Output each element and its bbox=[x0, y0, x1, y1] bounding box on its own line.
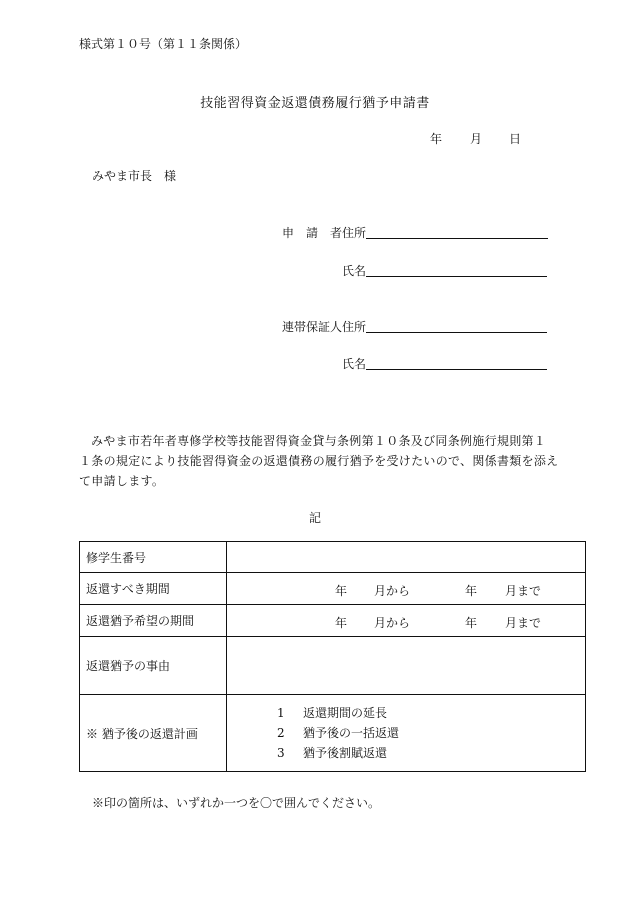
applicant-address-label: 申 請 者住所 bbox=[281, 226, 366, 240]
plan-option-3[interactable]: 3 猶予後割賦返還 bbox=[277, 746, 388, 760]
deferral-from-year: 年 bbox=[335, 615, 348, 630]
repayment-to-month: 月まで bbox=[505, 583, 542, 598]
repayment-from-month: 月から bbox=[374, 583, 411, 598]
table-row bbox=[80, 637, 586, 695]
date-month-label: 月 bbox=[470, 132, 483, 146]
guarantor-name-field[interactable] bbox=[366, 355, 547, 370]
body-line-3: て申請します。 bbox=[79, 474, 165, 488]
body-line-2: １条の規定により技能習得資金の返還債務の履行猶予を受けたいので、関係書類を添え bbox=[79, 454, 559, 468]
deferral-period-field[interactable] bbox=[227, 605, 586, 637]
applicant-address-field[interactable] bbox=[366, 224, 548, 239]
student-number-label: 修学生番号 bbox=[80, 542, 227, 573]
deferral-to-year: 年 bbox=[465, 615, 478, 630]
guarantor-name-label: 氏名 bbox=[341, 357, 366, 371]
body-text bbox=[79, 431, 587, 491]
date-year-label: 年 bbox=[430, 132, 443, 146]
applicant-name-field[interactable] bbox=[366, 262, 547, 277]
plan-option-2[interactable]: 2 猶予後の一括返還 bbox=[277, 726, 400, 740]
footnote: ※印の箇所は、いずれか一つを〇で囲んでください。 bbox=[92, 796, 381, 810]
plan-option-1[interactable]: 1 返還期間の延長 bbox=[277, 706, 388, 720]
body-line-1: みやま市若年者専修学校等技能習得資金貸与条例第１０条及び同条例施行規則第１ bbox=[91, 434, 547, 448]
table-row bbox=[80, 605, 586, 637]
form-number: 様式第１０号（第１１条関係） bbox=[79, 37, 248, 51]
date-day-label: 日 bbox=[509, 132, 522, 146]
deferral-to-month: 月まで bbox=[505, 615, 542, 630]
applicant-name-label: 氏名 bbox=[341, 264, 366, 278]
repayment-period-field[interactable] bbox=[227, 573, 586, 605]
guarantor-address-label: 連帯保証人住所 bbox=[281, 320, 366, 334]
repayment-plan-options bbox=[227, 695, 586, 772]
repayment-period-label: 返還すべき期間 bbox=[80, 573, 227, 605]
deferral-period-label: 返還猶予希望の期間 bbox=[80, 605, 227, 637]
repayment-plan-label: ※ 猶予後の返還計画 bbox=[80, 695, 227, 772]
deferral-from-month: 月から bbox=[374, 615, 411, 630]
repayment-to-year: 年 bbox=[465, 583, 478, 598]
deferral-reason-label: 返還猶予の事由 bbox=[80, 637, 227, 695]
guarantor-address-field[interactable] bbox=[366, 318, 547, 333]
repayment-from-year: 年 bbox=[335, 583, 348, 598]
ki-heading: 記 bbox=[308, 511, 321, 525]
table-row bbox=[80, 542, 586, 573]
deferral-reason-field[interactable] bbox=[227, 637, 586, 695]
table-row bbox=[80, 573, 586, 605]
student-number-field[interactable] bbox=[227, 542, 586, 573]
document-title: 技能習得資金返還債務履行猶予申請書 bbox=[200, 96, 430, 111]
table-row bbox=[80, 695, 586, 772]
application-table bbox=[79, 541, 586, 772]
addressee: みやま市長 様 bbox=[92, 169, 177, 183]
